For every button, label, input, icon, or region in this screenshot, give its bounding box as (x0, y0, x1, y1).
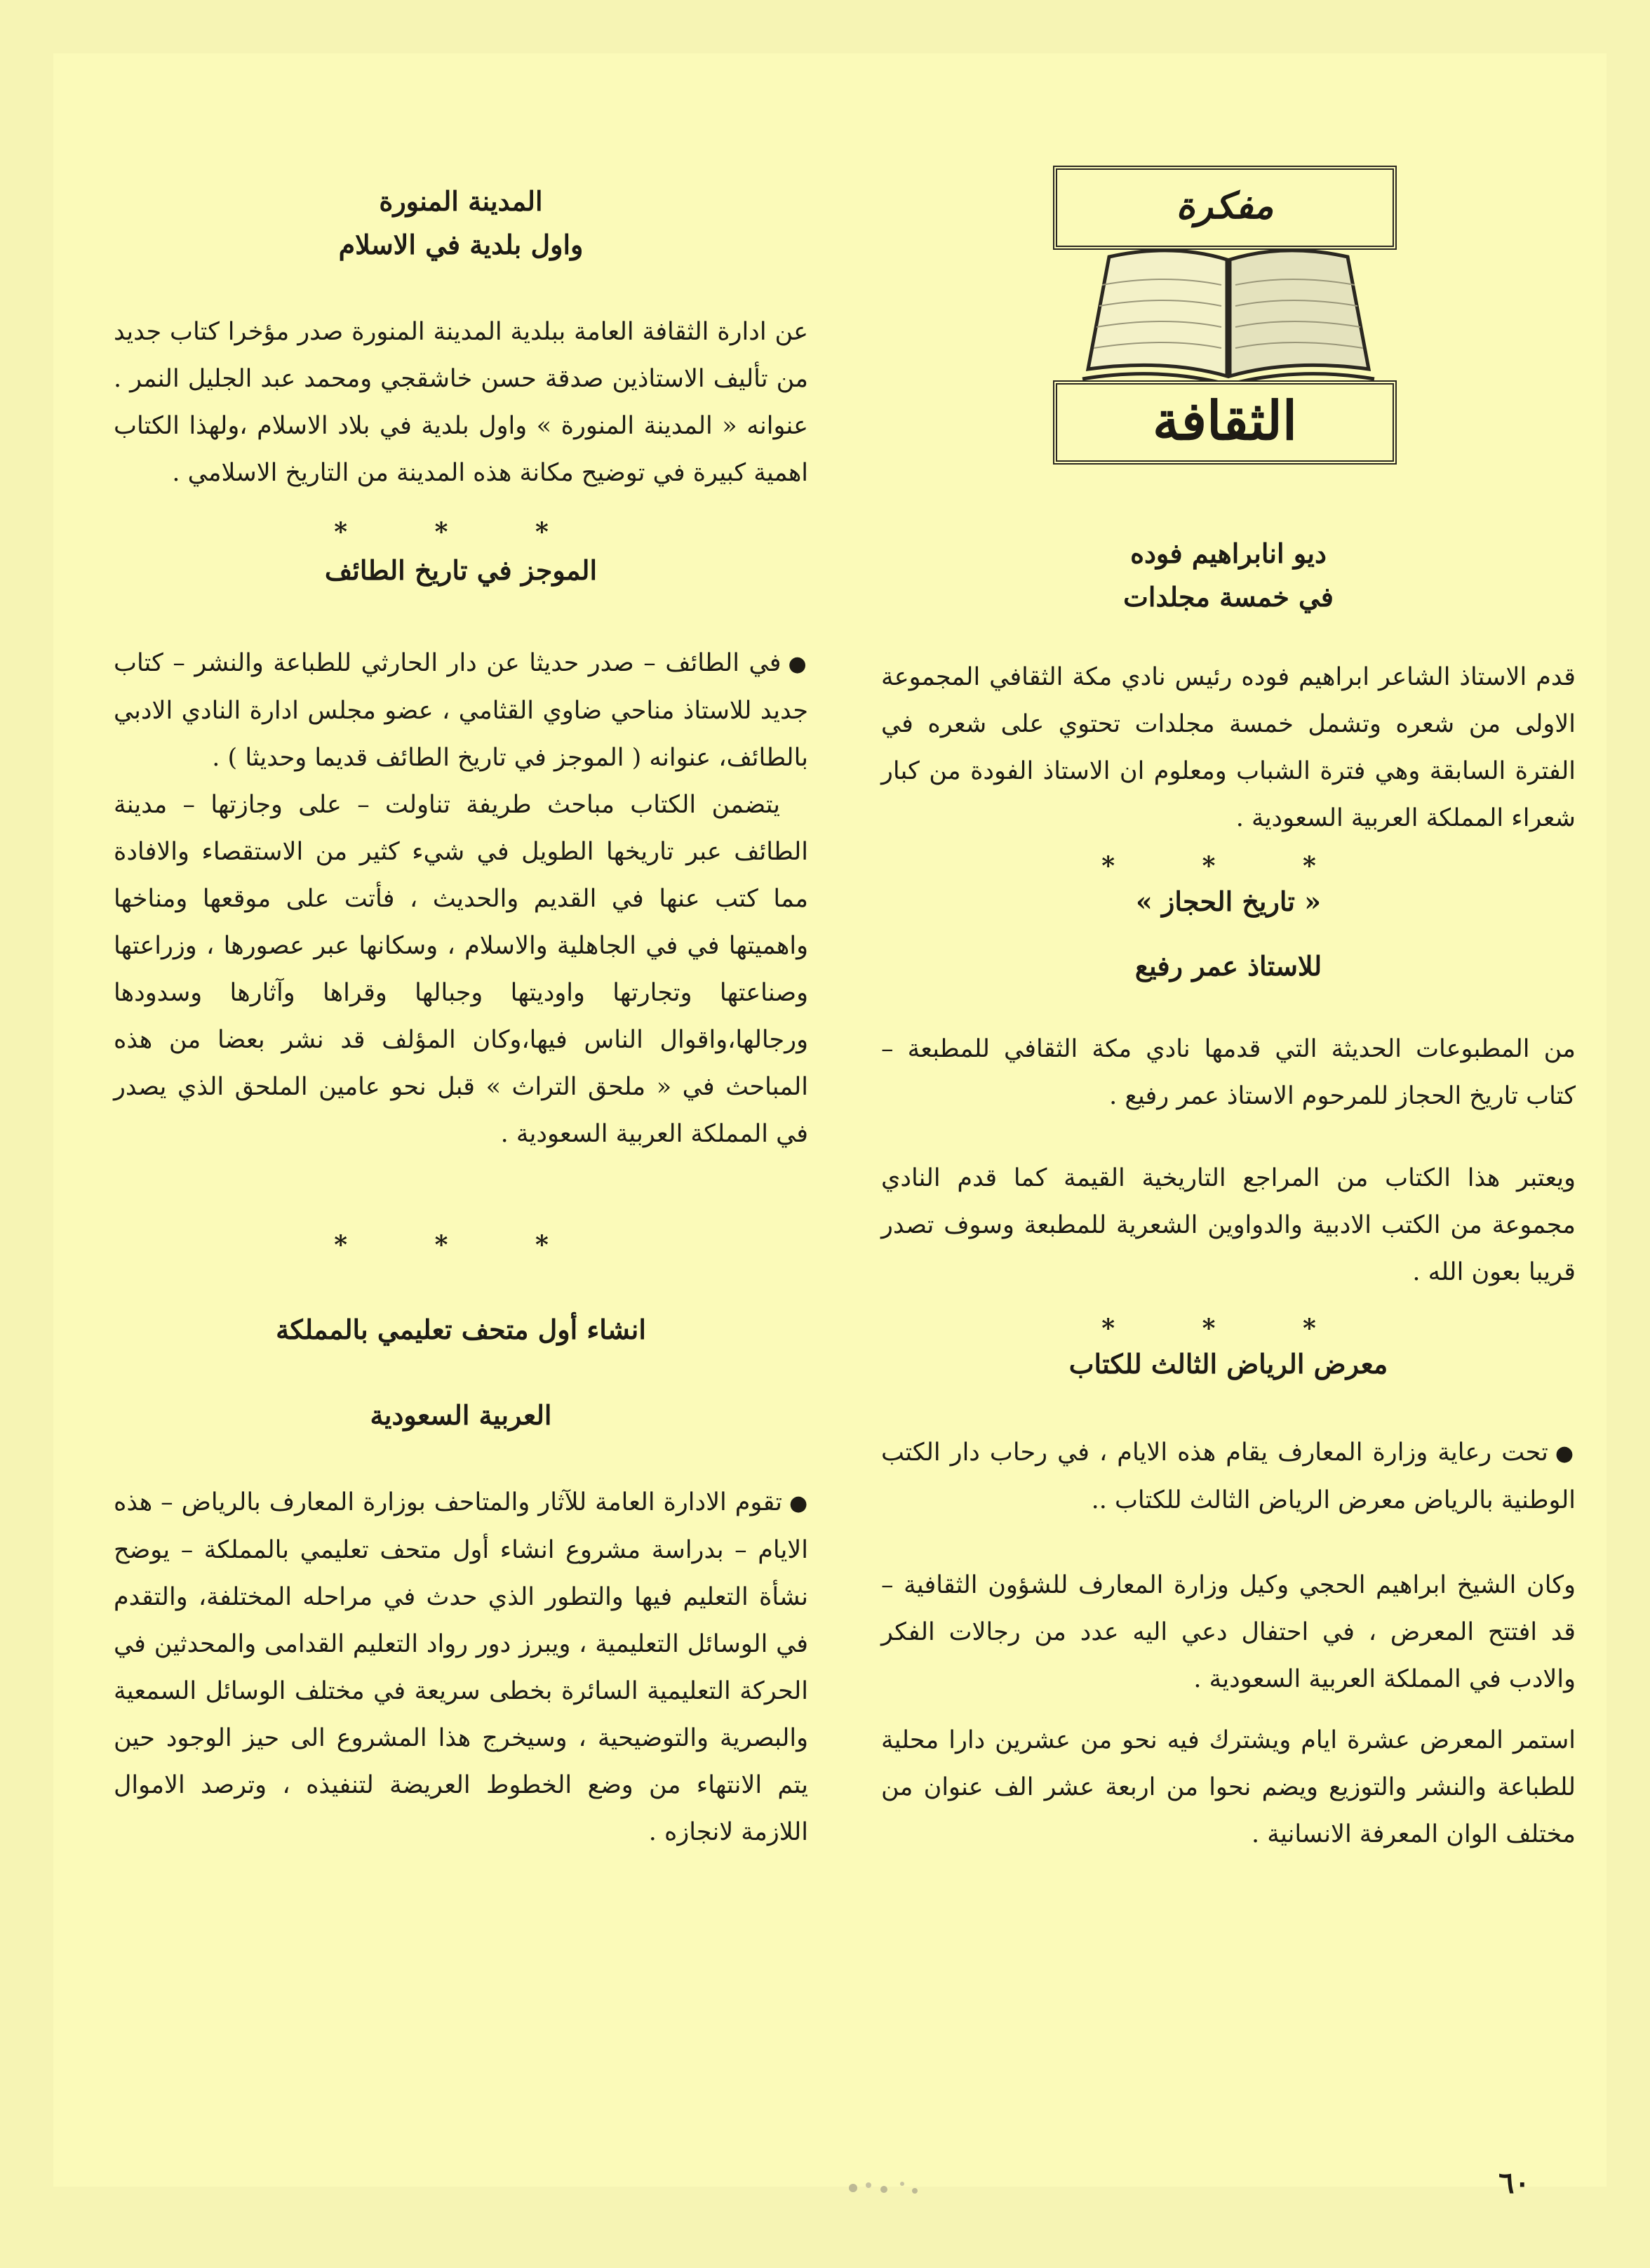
hijaz-title: « تاريخ الحجاز » (1136, 886, 1321, 917)
emblem-bottom-label: الثقافة (1053, 380, 1397, 465)
madina-title: المدينة المنورة (379, 185, 543, 217)
fouda-article: قدم الاستاذ الشاعر ابراهيم فوده رئيس نادي مكة الثقافي المجموعة الاولى من شعره وتشمل خمسة مجلدات تحتوي على شعره في الفترة السابقة وهي فترة الشباب ومعلوم ان الاستاذ الفودة من كبار شعراء المملكة العربية السعودية . (881, 663, 1576, 832)
page-number: ٦٠ (1498, 2166, 1531, 2200)
riyadh-fair-article-3: استمر المعرض عشرة ايام ويشترك فيه نحو من عشرين دارا محلية للطباعة والنشر والتوزيع ويضم نحوا من اربعة عشر الف عنوان من مختلف الوان المعرفة الانسانية . (881, 1726, 1576, 1848)
separator-stars: * * * (1101, 1314, 1355, 1343)
madina-subtitle: واول بلدية في الاسلام (338, 229, 584, 260)
left-column (114, 95, 808, 1856)
separator-stars: * * * (334, 517, 588, 547)
hijaz-article: من المطبوعات الحديثة التي قدمها نادي مكة الثقافي للمطبعة – كتاب تاريخ الحجاز للمرحوم الاستاذ عمر رفيع . (881, 1035, 1576, 1110)
fouda-subtitle: في خمسة مجلدات (1123, 581, 1334, 613)
taif-article-body: يتضمن الكتاب مباحث طريفة تناولت – على وجازتها – مدينة الطائف عبر تاريخها الطويل في شيء كثير من الاستقصاء والافادة مما كتب عنها في القديم والحديث ، فأتت على موقعها ومناخها واهميتها في في الجاهلية والاسلام ، وسكانها عبر عصورها ، وزراعتها وصناعتها وتجارتها واوديتها وجبالها وقراها وآثارها وسدودها ورجالها،واقوال الناس فيها،وكان المؤلف قد نشر بعضا من هذه المباحث في « ملحق التراث » قبل نحو عامين الملحق الذي يصدر في المملكة العربية السعودية . (114, 791, 808, 1148)
separator-stars: * * * (1101, 851, 1355, 881)
madina-article: عن ادارة الثقافة العامة ببلدية المدينة المنورة صدر مؤخرا كتاب جديد من تأليف الاستاذين صدقة حسن خاشقجي ومحمد عبد الجليل النمر . عنوانه « المدينة المنورة » واول بلدية في بلاد الاسلام ،ولهذا الكتاب اهمية كبيرة في توضيح مكانة هذه المدينة من التاريخ الاسلامي . (114, 318, 808, 487)
taif-title: الموجز في تاريخ الطائف (324, 554, 598, 586)
museum-article: ● تقوم الادارة العامة للآثار والمتاحف بوزارة المعارف بالرياض – هذه الايام – بدراسة مشروع انشاء أول متحف تعليمي بالمملكة – يوضح نشأة التعليم فيها والتطور الذي حدث في مراحله المختلفة، والتقدم في الوسائل التعليمية ، ويبرز دور رواد التعليم القدامى والمحدثين في الحركة التعليمية السائرة بخطى سريعة في مختلف الوسائل السمعية والبصرية والتوضيحية ، وسيخرج هذا المشروع الى حيز الوجود حين يتم الانتهاء من وضع الخطوط العريضة لتنفيذه ، وترصد الاموال اللازمة لانجازه . (114, 1479, 808, 1856)
separator-stars: * * * (334, 1230, 588, 1260)
culture-notebook-emblem (1053, 166, 1404, 467)
hijaz-article-2: ويعتبر هذا الكتاب من المراجع التاريخية القيمة كما قدم النادي مجموعة من الكتب الادبية والدواوين الشعرية للمطبعة وسوف تصدر قريبا بعون الله . (881, 1164, 1576, 1286)
riyadh-fair-article-2: وكان الشيخ ابراهيم الحجي وكيل وزارة المعارف للشؤون الثقافية – قد افتتح المعرض ، في احتفال دعي اليه عدد من رجالات الفكر والادب في المملكة العربية السعودية . (881, 1571, 1576, 1693)
emblem-top-label: مفكرة (1053, 166, 1397, 250)
fouda-title: ديو انابراهيم فوده (1130, 538, 1327, 569)
riyadh-fair-title: معرض الرياض الثالث للكتاب (1068, 1348, 1388, 1380)
riyadh-fair-article: ● تحت رعاية وزارة المعارف يقام هذه الايام ، في رحاب دار الكتب الوطنية بالرياض معرض الرياض الثالث للكتاب .. (881, 1429, 1576, 1524)
taif-article-intro: ● في الطائف – صدر حديثا عن دار الحارثي للطباعة والنشر – كتاب جديد للاستاذ مناحي ضاوي القثامي ، عضو مجلس ادارة النادي الادبي بالطائف، عنوانه ( الموجز في تاريخ الطائف قديما وحديثا ) . (114, 640, 808, 782)
print-smudge (832, 2173, 937, 2201)
hijaz-author: للاستاذ عمر رفيع (1134, 950, 1322, 982)
open-book-icon (1074, 229, 1383, 390)
museum-subtitle: العربية السعودية (370, 1399, 552, 1431)
right-column (881, 95, 1576, 1858)
magazine-page (53, 53, 1607, 2200)
museum-title: انشاء أول متحف تعليمي بالمملكة (276, 1314, 646, 1345)
